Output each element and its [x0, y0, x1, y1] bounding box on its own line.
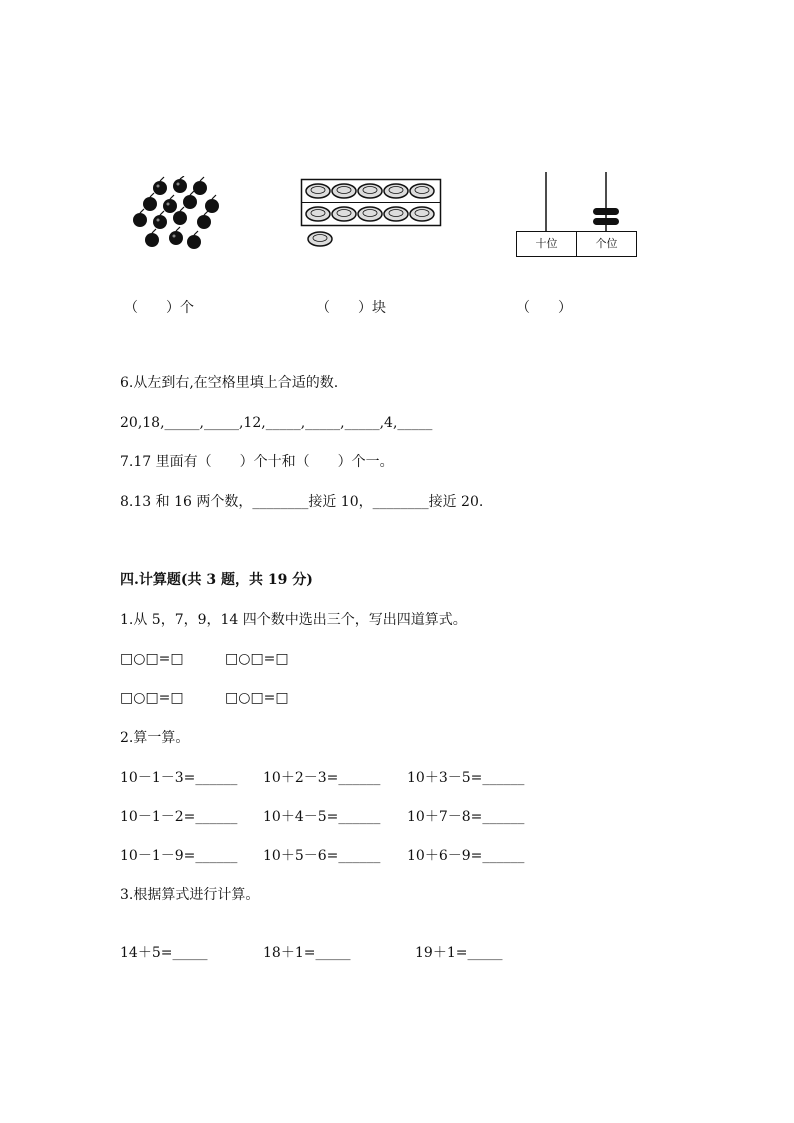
- calc-item[interactable]: 14＋5=_____: [120, 945, 208, 961]
- equation-template[interactable]: □○□=□: [225, 651, 289, 667]
- calc-item[interactable]: 10＋3－5=______: [407, 770, 525, 786]
- calc-item[interactable]: 10－1－3=______: [120, 770, 238, 786]
- answer-blank-apples[interactable]: （ ）个: [124, 300, 194, 316]
- calc-item[interactable]: 10＋6－9=______: [407, 848, 525, 864]
- calc-item[interactable]: 10－1－2=______: [120, 809, 238, 825]
- equation-template[interactable]: □○□=□: [120, 690, 184, 706]
- calc-item[interactable]: 10＋7－8=______: [407, 809, 525, 825]
- answer-blank-coins[interactable]: （ ）块: [316, 300, 386, 316]
- ones-place-label: 个位: [595, 237, 618, 250]
- answer-blank-abacus[interactable]: （ ）: [516, 300, 572, 316]
- calc-item[interactable]: 18＋1=_____: [263, 945, 351, 961]
- calc-item[interactable]: 10＋4－5=______: [263, 809, 381, 825]
- calc-item[interactable]: 10＋2－3=______: [263, 770, 381, 786]
- abacus-icon: [515, 170, 639, 260]
- equation-template[interactable]: □○□=□: [225, 690, 289, 706]
- coin-tray-icon: [300, 177, 442, 253]
- question-6-title: 6.从左到右,在空格里填上合适的数.: [120, 375, 339, 391]
- calc-item[interactable]: 10＋5－6=______: [263, 848, 381, 864]
- calc-item[interactable]: 19＋1=_____: [415, 945, 503, 961]
- section-4-title: 四.计算题(共 3 题，共 19 分): [120, 572, 313, 588]
- tens-place-label: 十位: [535, 237, 558, 250]
- apple-cluster-icon: [128, 176, 224, 258]
- problem-2-title: 2.算一算。: [120, 730, 190, 746]
- problem-3-title: 3.根据算式进行计算。: [120, 887, 260, 903]
- question-8[interactable]: 8.13 和 16 两个数，________接近 10，________接近 20.: [120, 494, 484, 510]
- problem-1-title: 1.从 5，7，9，14 四个数中选出三个，写出四道算式。: [120, 612, 467, 628]
- equation-template[interactable]: □○□=□: [120, 651, 184, 667]
- calc-item[interactable]: 10－1－9=______: [120, 848, 238, 864]
- question-7[interactable]: 7.17 里面有（ ）个十和（ ）个一。: [120, 454, 394, 470]
- question-6-sequence[interactable]: 20,18,_____,_____,12,_____,_____,_____,4,_____: [120, 415, 433, 431]
